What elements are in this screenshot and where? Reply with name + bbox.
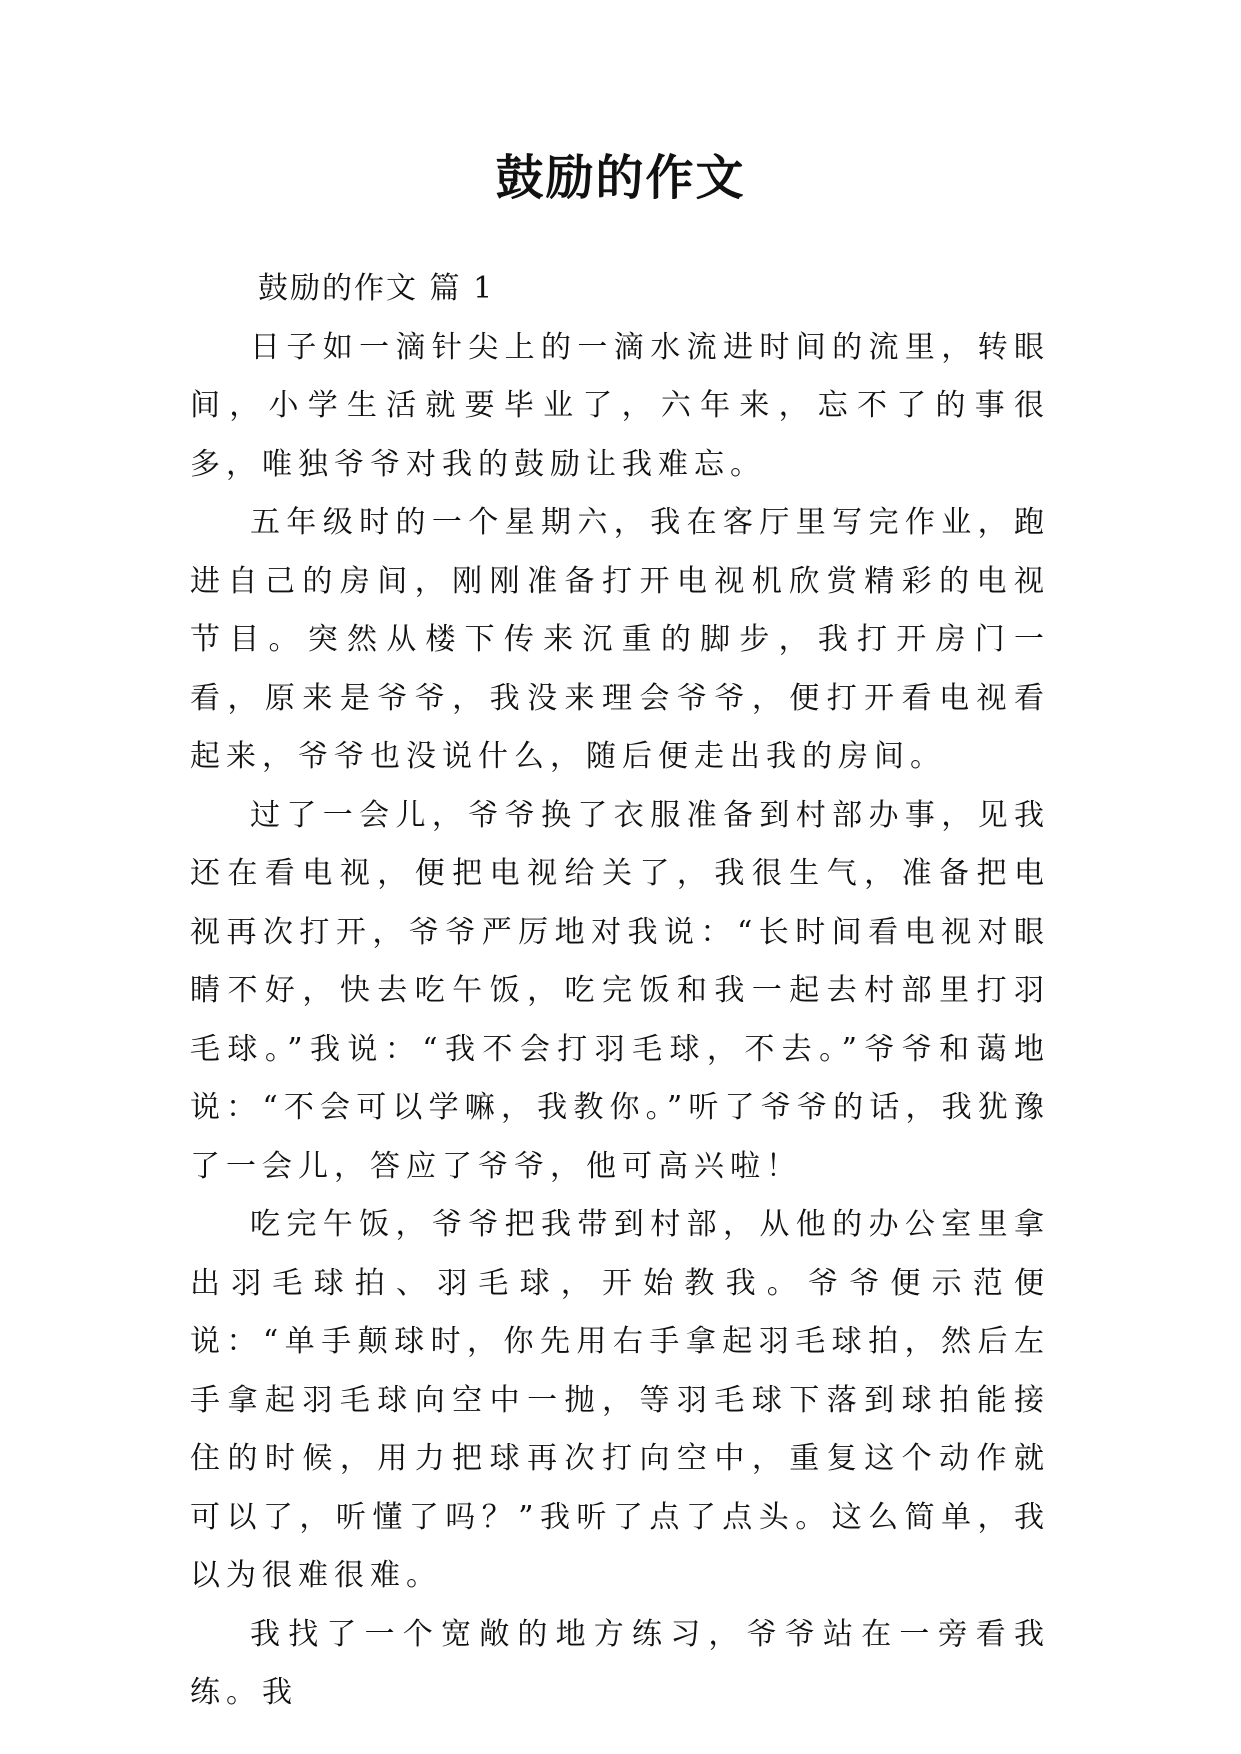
document-body (190, 260, 1050, 1723)
document-title: 鼓励的作文 (495, 150, 746, 206)
section-heading: 鼓励的作文 篇 1 (258, 271, 495, 306)
paragraph: 我找了一个宽敞的地方练习，爷爷站在一旁看我练。我 (190, 1616, 1050, 1710)
paragraph: 吃完午饭，爷爷把我带到村部，从他的办公室里拿出羽毛球拍、羽毛球，开始教我。爷爷便示范便说：“单手颠球时，你先用右手拿起羽毛球拍，然后左手拿起羽毛球向空中一抛，等羽毛球下落到球拍能接住的时候，用力把球再次打向空中，重复这个动作就可以了，听懂了吗？”我听了点了点头。这么简单，我以为很难很难。 (190, 1207, 1050, 1593)
paragraph: 日子如一滴针尖上的一滴水流进时间的流里，转眼间，小学生活就要毕业了，六年来，忘不了的事很多，唯独爷爷对我的鼓励让我难忘。 (190, 329, 1050, 482)
paragraph: 五年级时的一个星期六，我在客厅里写完作业，跑进自己的房间，刚刚准备打开电视机欣赏精彩的电视节目。突然从楼下传来沉重的脚步，我打开房门一看，原来是爷爷，我没来理会爷爷，便打开看电视看起来，爷爷也没说什么，随后便走出我的房间。 (190, 505, 1050, 774)
paragraph: 过了一会儿，爷爷换了衣服准备到村部办事，见我还在看电视，便把电视给关了，我很生气，准备把电视再次打开，爷爷严厉地对我说：“长时间看电视对眼睛不好，快去吃午饭，吃完饭和我一起去村部里打羽毛球。”我说：“我不会打羽毛球，不去。”爷爷和蔼地说：“不会可以学嘛，我教你。”听了爷爷的话，我犹豫了一会儿，答应了爷爷，他可高兴啦！ (190, 797, 1050, 1184)
